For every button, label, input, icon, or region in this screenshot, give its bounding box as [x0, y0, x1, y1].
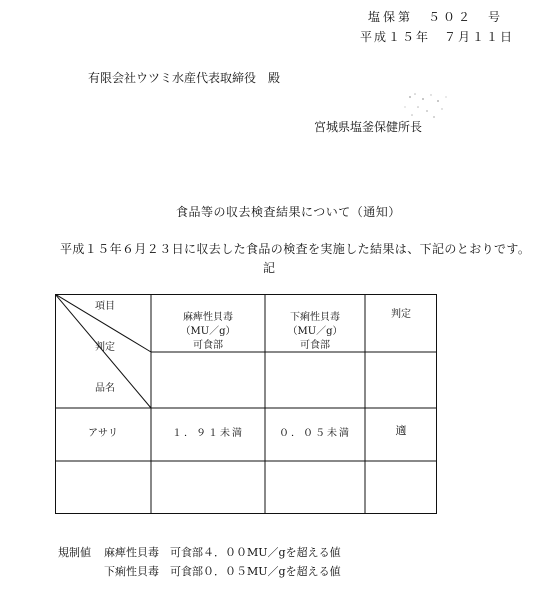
column-header-paralytic-line2: （MU／g） [180, 326, 236, 337]
column-header-diarrhetic-line3: 可食部 [300, 340, 330, 351]
issuer: 宮城県塩釜保健所長 [314, 120, 423, 134]
row-judgment: 適 [395, 424, 407, 437]
regulation-label: 規制値 [58, 546, 91, 559]
document-date: 平成１５年 ７月１１日 [360, 30, 515, 44]
column-header-judgment: 判定 [391, 309, 411, 320]
column-header-paralytic-line1: 麻痺性貝毒 [183, 312, 233, 323]
column-header-diarrhetic-line1: 下痢性貝毒 [290, 312, 340, 323]
document-number: 塩保第 ５０２ 号 [368, 10, 504, 24]
inspection-results-table [55, 294, 437, 514]
corner-label-name: 品名 [95, 383, 115, 394]
addressee: 有限会社ウツミ水産代表取締役 殿 [88, 71, 281, 85]
column-header-paralytic-line3: 可食部 [193, 340, 223, 351]
column-header-diarrhetic [265, 311, 365, 353]
column-header-paralytic [156, 311, 260, 353]
row-product-name: アサリ [88, 428, 118, 439]
row-diarrhetic-value: ０．０５未満 [279, 428, 351, 439]
ki-heading: 記 [263, 261, 276, 275]
corner-label-item: 項目 [95, 301, 115, 312]
regulation-line-diarrhetic: 下痢性貝毒 可食部０．０５MU／gを超える値 [104, 565, 341, 578]
body-text: 平成１５年６月２３日に収去した食品の検査を実施した結果は、下記のとおりです。 [60, 242, 531, 256]
document-title: 食品等の収去検査結果について（通知） [176, 205, 401, 219]
corner-label-judge: 判定 [95, 342, 115, 353]
row-paralytic-value: １．９１未満 [172, 428, 244, 439]
column-header-diarrhetic-line2: （MU／g） [287, 326, 343, 337]
regulation-line-paralytic: 麻痺性貝毒 可食部４．００MU／gを超える値 [104, 546, 341, 559]
